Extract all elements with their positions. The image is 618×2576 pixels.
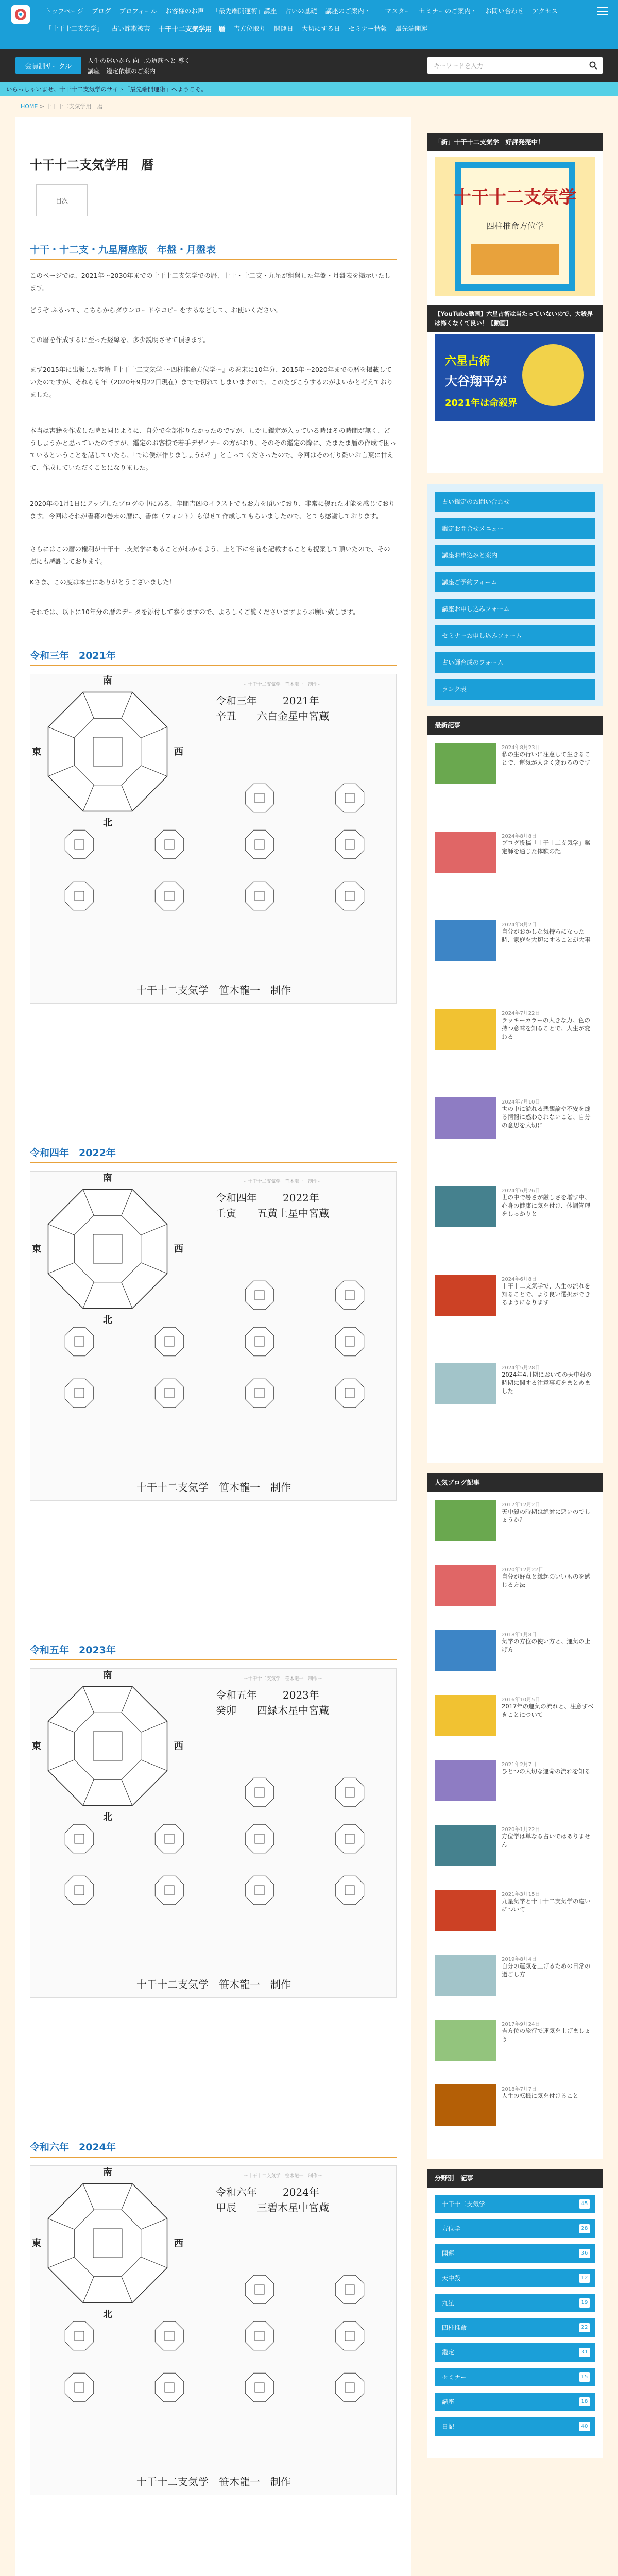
month-board-octagon [335, 882, 364, 910]
month-board-octagon [155, 1876, 183, 1904]
subbar-line-1: 人生の迷いから 向上の道筋へと 導く [88, 57, 191, 64]
popular-date: 2021年2月7日 [502, 1762, 537, 1768]
nav-item-10[interactable]: アクセス [532, 7, 558, 15]
popular-date: 2021年3月15日 [502, 1892, 540, 1897]
paragraph-7: さらにはこの暦の権利が十干十二支気学にあることがわかるよう、上と下に名前を記載することも提案して頂いたので、その点にも感謝しております。 [30, 545, 390, 565]
popular-title[interactable]: 気学の方位の使い方と、運気の上げ方 [502, 1638, 591, 1653]
popular-title[interactable]: 吉方位の旅行で運気を上げましょう [502, 2027, 591, 2043]
recent-title[interactable]: ブログ投稿「十干十二支気学」鑑定師を通じた体験の記 [502, 839, 591, 855]
direction-label-n: 南 [103, 1173, 112, 1183]
youtube-widget-title: 【YouTube動画】六星占術は当たっていないので、大殺界は怖くなくて良い！【動画】 [427, 305, 603, 332]
month-board-octagon [335, 830, 364, 858]
popular-title[interactable]: 2017年の運気の流れと、注意すべきことについて [502, 1703, 594, 1718]
category-title: 分野別 記事 [427, 2169, 603, 2188]
direction-label-e: 東 [32, 1741, 41, 1752]
popular-thumbnail[interactable] [435, 1500, 496, 1541]
recent-item[interactable] [435, 920, 595, 963]
popular-thumbnail[interactable] [435, 1955, 496, 1996]
popular-thumbnail[interactable] [435, 1630, 496, 1671]
nav-sub-item-3[interactable]: 吉方位取り [233, 25, 266, 32]
year-chart[interactable] [30, 2165, 397, 2495]
popular-item[interactable] [435, 1955, 595, 1998]
category-label: 十干十二支気学 [442, 2200, 486, 2208]
category-count: 45 [579, 2199, 590, 2209]
category-label: 日記 [442, 2423, 455, 2430]
chart-star: 五黄土星中宮蔵 [257, 1207, 329, 1219]
category-label: 四柱推命 [442, 2324, 467, 2331]
category-item[interactable] [435, 2417, 595, 2436]
book-title-text: 十干十二支気学 [454, 187, 576, 208]
direction-label-s: 北 [103, 2309, 112, 2320]
category-widget [427, 2169, 603, 2458]
main-content [15, 117, 411, 2576]
popular-date: 2019年8月4日 [502, 1957, 537, 1962]
recent-title[interactable]: 2024年4月期においての天中殺の時期に関する注意事項をまとめました [502, 1371, 592, 1395]
category-count: 31 [579, 2348, 590, 2357]
popular-item[interactable] [435, 1695, 595, 1738]
popular-item[interactable] [435, 2084, 595, 2128]
chart-ad-year: 2024年 [283, 2186, 319, 2198]
popular-thumbnail[interactable] [435, 1565, 496, 1606]
svg-text:大谷翔平が: 大谷翔平が [445, 374, 507, 388]
year-chart[interactable] [30, 1171, 397, 1501]
category-label: 方位学 [442, 2225, 461, 2232]
year-chart[interactable] [30, 674, 397, 1004]
popular-item[interactable] [435, 1890, 595, 1933]
recent-thumbnail[interactable] [435, 832, 496, 873]
year-heading: 令和四年 2022年 [30, 1145, 397, 1163]
youtube-banner[interactable] [435, 334, 595, 421]
popular-title[interactable]: 自分の運気を上げるための日常の過ごし方 [502, 1962, 591, 1978]
popular-thumbnail[interactable] [435, 2020, 496, 2061]
year-heading: 令和五年 2023年 [30, 1642, 397, 1660]
popular-item[interactable] [435, 2020, 595, 2063]
chart-credit: 十干十二支気学 笹木龍一 制作 [136, 1481, 291, 1494]
sidebar-link-0[interactable]: 占い鑑定のお問い合わせ [435, 492, 595, 512]
chart-star: 四緑木星中宮蔵 [257, 1704, 329, 1717]
paragraph-1: このページでは、2021年〜2030年までの十干十二支気学での暦、十干・十二支・九星が組盤した年盤・月盤表を掲示いたします。 [30, 272, 391, 292]
month-board-octagon [65, 2373, 93, 2401]
popular-posts-widget [427, 1473, 603, 2159]
month-board-octagon [335, 2321, 364, 2350]
chart-credit: 十干十二支気学 笹木龍一 制作 [136, 1978, 291, 1991]
category-item[interactable] [435, 2244, 595, 2263]
paragraph-2: どうぞ ふるって、こちらからダウンロードやコピーをするなどして、お使いください。 [30, 306, 283, 314]
sidebar-link-4[interactable]: 講座お申し込みフォーム [435, 599, 595, 619]
month-board-octagon [245, 1379, 273, 1407]
month-board-octagon [155, 830, 183, 858]
month-board-octagon [245, 830, 273, 858]
category-item[interactable] [435, 2393, 595, 2411]
welcome-ticker: いらっしゃいませ。十干十二支気学のサイト「最先端開運術」へようこそ。 [0, 82, 618, 96]
month-board-octagon [335, 784, 364, 812]
category-count: 40 [579, 2422, 590, 2431]
month-board-octagon [65, 1379, 93, 1407]
nav-item-0[interactable]: トップページ [45, 7, 83, 15]
recent-title[interactable]: 世の中に溢れる悲観論や不安を煽る情報に惑わされないこと、自分の意思を大切に [502, 1105, 591, 1129]
category-item[interactable] [435, 2269, 595, 2287]
recent-thumbnail[interactable] [435, 1275, 496, 1316]
month-board-octagon [335, 1327, 364, 1355]
nav-sub-item-6[interactable]: セミナー情報 [348, 25, 387, 32]
year-board-center [93, 1234, 122, 1263]
chart-era: 令和五年 [216, 1689, 257, 1701]
chart-ad-year: 2022年 [283, 1192, 319, 1204]
chart-kanshi: 辛丑 [216, 710, 236, 722]
recent-title[interactable]: 自分がおかしな気持ちになった時、家庭を大切にすることが大事 [502, 928, 591, 943]
paragraph-4: まず2015年に出版した書籍『十干十二支気学 〜四柱推命方位学〜』の巻末に10年分、2015年〜2020年までの暦を掲載していたのですが、それらも年（2020年9月22日現在）までで切れてしまいますので、このたびこうするのがよいかと考えておりました。 [30, 366, 393, 398]
recent-posts-widget [427, 716, 603, 1463]
month-board-octagon [155, 1379, 183, 1407]
toc-label: 目次 [55, 197, 68, 205]
popular-title[interactable]: 方位学は単なる占いではありません [502, 1833, 591, 1848]
popular-date: 2017年12月2日 [502, 1502, 540, 1508]
breadcrumb [21, 102, 103, 110]
chart-mini-credit: ー十干十二支気学 笹木龍一 制作ー [243, 682, 322, 687]
year-board-center [93, 2229, 122, 2258]
chart-credit: 十干十二支気学 笹木龍一 制作 [136, 984, 291, 996]
category-item[interactable] [435, 2219, 595, 2238]
nav-item-7[interactable]: 「マスター [379, 7, 411, 15]
popular-title[interactable]: 九星気学と十干十二支気学の違いについて [502, 1897, 591, 1913]
month-board-octagon [245, 2373, 273, 2401]
section-title: 十干・十二支・九星暦座版 年盤・月盤表 [30, 242, 397, 260]
chart-star: 三碧木星中宮蔵 [257, 2201, 329, 2214]
category-count: 19 [579, 2298, 590, 2308]
member-circle-button[interactable]: 会員制サークル [15, 57, 81, 74]
popular-thumbnail[interactable] [435, 1825, 496, 1866]
search-icon[interactable] [589, 61, 597, 70]
nav-item-5[interactable]: 占いの基礎 [285, 7, 317, 15]
month-board-octagon [245, 2275, 273, 2303]
nav-sub-item-8[interactable]: 最先端開運 [395, 25, 428, 32]
recent-thumbnail[interactable] [435, 1363, 496, 1404]
recent-date: 2024年8月2日 [502, 922, 537, 928]
popular-thumbnail[interactable] [435, 2084, 496, 2126]
recent-date: 2024年7月22日 [502, 1011, 540, 1016]
category-count: 28 [579, 2224, 590, 2233]
category-count: 36 [579, 2249, 590, 2258]
recent-date: 2024年6月26日 [502, 1188, 540, 1194]
direction-label-n: 南 [103, 1670, 112, 1681]
popular-date: 2018年1月8日 [502, 1632, 537, 1638]
chart-era: 令和三年 [216, 694, 257, 707]
month-board-octagon [245, 882, 273, 910]
category-count: 15 [579, 2372, 590, 2382]
subbar-line-2[interactable]: 講座 鑑定依頼のご案内 [88, 67, 156, 75]
month-board-octagon [65, 1327, 93, 1355]
direction-label-s: 北 [103, 1812, 112, 1823]
category-count: 18 [579, 2397, 590, 2406]
sidebar-link-5[interactable]: セミナーお申し込みフォーム [435, 625, 595, 646]
page-title: 十干十二支気学用 暦 [30, 158, 153, 172]
month-board-octagon [65, 2321, 93, 2350]
category-label: 天中殺 [442, 2275, 461, 2282]
recent-title[interactable]: ラッキーカラーの大きな力。色の持つ意味を知ることで、人生が変わる [502, 1016, 591, 1040]
month-board-octagon [335, 1824, 364, 1853]
direction-label-e: 東 [32, 1244, 41, 1255]
popular-date: 2020年12月22日 [502, 1567, 543, 1573]
direction-label-e: 東 [32, 747, 41, 757]
month-board-octagon [65, 1824, 93, 1853]
recent-posts-title: 最新記事 [427, 716, 603, 735]
month-board-octagon [65, 1876, 93, 1904]
svg-text:六星占術: 六星占術 [445, 355, 491, 368]
category-label: 開運 [442, 2250, 455, 2257]
sub-header [0, 49, 618, 82]
month-board-octagon [155, 882, 183, 910]
recent-thumbnail[interactable] [435, 743, 496, 784]
recent-date: 2024年8月8日 [502, 834, 537, 839]
month-board-octagon [245, 2321, 273, 2350]
category-item[interactable] [435, 2368, 595, 2386]
popular-date: 2017年9月24日 [502, 2022, 540, 2027]
recent-date: 2024年7月10日 [502, 1099, 540, 1105]
chart-mini-credit: ー十干十二支気学 笹木龍一 制作ー [243, 1676, 322, 1682]
nav-sub-item-1[interactable]: 占い詐欺被害 [111, 25, 150, 32]
recent-date: 2024年6月8日 [502, 1277, 537, 1282]
search-input[interactable] [427, 57, 603, 74]
sidebar-link-1[interactable]: 鑑定お問合せメニュー [435, 518, 595, 539]
month-board-octagon [155, 2373, 183, 2401]
recent-item[interactable] [435, 1363, 595, 1406]
nav-sub-item-4[interactable]: 開運日 [274, 25, 294, 32]
paragraph-6: 2020年の1月1日にアップしたブログの中にある、年間吉凶のイラストでもお力を頂いており、非常に優れた才能を感じております。今回はそれが書籍の巻末の暦に、書体（フォント）も似せて作成してもらいましたので、とても感謝しております。 [30, 500, 395, 520]
recent-item[interactable] [435, 743, 595, 786]
recent-item[interactable] [435, 832, 595, 875]
popular-item[interactable] [435, 1825, 595, 1868]
popular-item[interactable] [435, 1565, 595, 1608]
month-board-octagon [335, 2373, 364, 2401]
direction-label-w: 西 [174, 1741, 183, 1752]
year-heading: 令和三年 2021年 [30, 648, 397, 666]
direction-label-n: 南 [103, 2167, 112, 2178]
recent-thumbnail[interactable] [435, 1186, 496, 1227]
popular-thumbnail[interactable] [435, 1890, 496, 1931]
month-board-octagon [155, 1327, 183, 1355]
month-board-octagon [65, 882, 93, 910]
paragraph-8: Kさま、この度は本当にありがとうございました！ [30, 578, 176, 586]
sidebar-link-3[interactable]: 講座ご予約フォーム [435, 572, 595, 592]
paragraph-9: それでは、以下に10年分の暦のデータを添付して参りますので、よろしくご覧くださいますようお願い致します。 [30, 608, 359, 616]
chart-mini-credit: ー十干十二支気学 笹木龍一 制作ー [243, 1179, 322, 1184]
category-item[interactable] [435, 2318, 595, 2337]
nav-item-6[interactable]: 講座のご案内・ [325, 7, 371, 15]
month-board-octagon [65, 830, 93, 858]
month-board-octagon [155, 1824, 183, 1853]
recent-item[interactable] [435, 1186, 595, 1229]
direction-label-s: 北 [103, 818, 112, 828]
chart-credit: 十干十二支気学 笹木龍一 制作 [136, 2476, 291, 2488]
popular-thumbnail[interactable] [435, 1760, 496, 1801]
hamburger-icon[interactable] [597, 7, 608, 15]
chart-star: 六白金星中宮蔵 [257, 710, 329, 722]
nav-item-3[interactable]: お客様のお声 [165, 7, 204, 15]
month-board-octagon [335, 1281, 364, 1309]
chart-kanshi: 甲辰 [216, 2201, 236, 2214]
category-label: セミナー [442, 2374, 467, 2381]
breadcrumb-sep: > [39, 103, 45, 110]
chart-ad-year: 2021年 [283, 694, 319, 707]
recent-item[interactable] [435, 1009, 595, 1052]
recent-thumbnail[interactable] [435, 1009, 496, 1050]
top-navigation [0, 0, 618, 49]
recent-title[interactable]: 世の中で暑さが厳しさを増す中、心身の健康に気を付け、体調管理をしっかりと [502, 1194, 591, 1217]
month-board-octagon [335, 1379, 364, 1407]
year-board-center [93, 1732, 122, 1760]
month-board-octagon [335, 1876, 364, 1904]
popular-item[interactable] [435, 1630, 595, 1673]
popular-title[interactable]: ひとつの大切な運命の流れを知る [502, 1768, 591, 1775]
recent-date: 2024年8月23日 [502, 745, 540, 751]
book-widget-title: 「新」十干十二支気学 好評発売中！ [427, 133, 603, 151]
sidebar-widgets [427, 133, 603, 473]
category-item[interactable] [435, 2195, 595, 2213]
menu-links-widget [427, 484, 603, 706]
site-logo[interactable] [11, 5, 30, 24]
direction-label-s: 北 [103, 1315, 112, 1326]
month-board-octagon [335, 1778, 364, 1806]
year-board-center [93, 737, 122, 766]
popular-item[interactable] [435, 1760, 595, 1803]
chart-era: 令和四年 [216, 1192, 257, 1204]
popular-date: 2018年7月7日 [502, 2087, 537, 2092]
month-board-octagon [245, 1281, 273, 1309]
recent-title[interactable]: 私の生の行いに注意して生きることで、運気が大きく変わるのです [502, 751, 591, 766]
recent-thumbnail[interactable] [435, 1097, 496, 1139]
recent-date: 2024年5月28日 [502, 1365, 540, 1371]
popular-title[interactable]: 自分が好意と縁起のいいものを感じる方法 [502, 1573, 591, 1588]
chart-era: 令和六年 [216, 2186, 257, 2198]
category-count: 22 [579, 2323, 590, 2332]
popular-title[interactable]: 天中殺の時期は絶対に悪いのでしょうか？ [502, 1508, 591, 1523]
year-heading: 令和六年 2024年 [30, 2140, 397, 2158]
breadcrumb-current: 十干十二支気学用 暦 [46, 103, 103, 110]
direction-label-w: 西 [174, 2238, 183, 2249]
search-placeholder: キーワードを入力 [434, 62, 484, 70]
month-board-octagon [155, 2321, 183, 2350]
popular-posts-title: 人気ブログ記事 [427, 1473, 603, 1492]
popular-item[interactable] [435, 1500, 595, 1544]
recent-item[interactable] [435, 1097, 595, 1141]
popular-date: 2016年10月5日 [502, 1697, 540, 1703]
direction-label-e: 東 [32, 2238, 41, 2249]
nav-item-2[interactable]: プロフィール [119, 7, 158, 15]
category-label: 講座 [442, 2398, 455, 2405]
paragraph-3: この暦を作成するに至った経緯を、多少説明させて頂きます。 [30, 336, 210, 344]
category-label: 九星 [442, 2299, 455, 2307]
year-chart[interactable] [30, 1668, 397, 1998]
popular-thumbnail[interactable] [435, 1695, 496, 1736]
category-label: 鑑定 [442, 2349, 455, 2356]
subbar-text [88, 56, 191, 76]
recent-item[interactable] [435, 1275, 595, 1318]
nav-sub-item-2[interactable]: 十干十二支気学用 暦 [158, 26, 226, 33]
nav-item-8[interactable]: セミナーのご案内・ [419, 7, 477, 15]
category-item[interactable] [435, 2294, 595, 2312]
sidebar-link-2[interactable]: 講座お申込みと案内 [435, 545, 595, 566]
category-count: 12 [579, 2274, 590, 2283]
book-sub-text: 四柱推命方位学 [486, 221, 544, 231]
direction-label-w: 西 [174, 1244, 183, 1255]
sidebar-link-6[interactable]: 占い師育成のフォーム [435, 652, 595, 673]
chart-kanshi: 癸卯 [216, 1704, 236, 1717]
month-board-octagon [245, 1824, 273, 1853]
chart-mini-credit: ー十干十二支気学 笹木龍一 制作ー [243, 2174, 322, 2179]
category-item[interactable] [435, 2343, 595, 2362]
month-board-octagon [245, 784, 273, 812]
recent-thumbnail[interactable] [435, 920, 496, 961]
direction-label-n: 南 [103, 675, 112, 686]
month-board-octagon [245, 1778, 273, 1806]
logo-icon [13, 7, 28, 22]
svg-text:2021年は命殺界: 2021年は命殺界 [445, 398, 518, 409]
chart-ad-year: 2023年 [283, 1689, 319, 1701]
nav-item-4[interactable]: 「最先端開運術」講座 [212, 7, 277, 15]
book-cover-image[interactable] [435, 157, 595, 296]
nav-row-1 [42, 6, 561, 15]
direction-label-w: 西 [174, 747, 183, 757]
popular-date: 2020年1月22日 [502, 1827, 540, 1833]
nav-item-9[interactable]: お問い合わせ [485, 7, 524, 15]
chart-kanshi: 壬寅 [216, 1207, 236, 1219]
recent-title[interactable]: 十干十二支気学で、人生の流れを知ることで、より良い選択ができるようになります [502, 1282, 591, 1306]
breadcrumb-home[interactable]: HOME [21, 103, 38, 110]
nav-sub-item-5[interactable]: 大切にする日 [301, 25, 340, 32]
popular-title[interactable]: 人生の転機に気を付けること [502, 2092, 579, 2099]
nav-row-2 [42, 24, 431, 33]
sidebar-link-7[interactable]: ランク表 [435, 679, 595, 700]
month-board-octagon [245, 1876, 273, 1904]
nav-sub-item-0[interactable]: 「十干十二支気学」 [45, 25, 104, 32]
paragraph-5: 本当は書籍を作成した時と同じように、自分で全部作りたかったのですが、しかし鑑定が入っている時はその時間が無く、どうしようかと思っていたのですが、鑑定のお客様で若手デザイナーの方がおり、そのその鑑定の際に、たまたま暦の作成で困っているということを話していたら、「では僕が作りましょうか？」と言ってくださったので、今回はその有り難いお言葉に甘えて、作成していただくことになりました。 [30, 427, 397, 471]
nav-item-1[interactable]: ブログ [91, 7, 111, 15]
table-of-contents[interactable] [36, 184, 88, 216]
month-board-octagon [335, 2275, 364, 2303]
month-board-octagon [245, 1327, 273, 1355]
